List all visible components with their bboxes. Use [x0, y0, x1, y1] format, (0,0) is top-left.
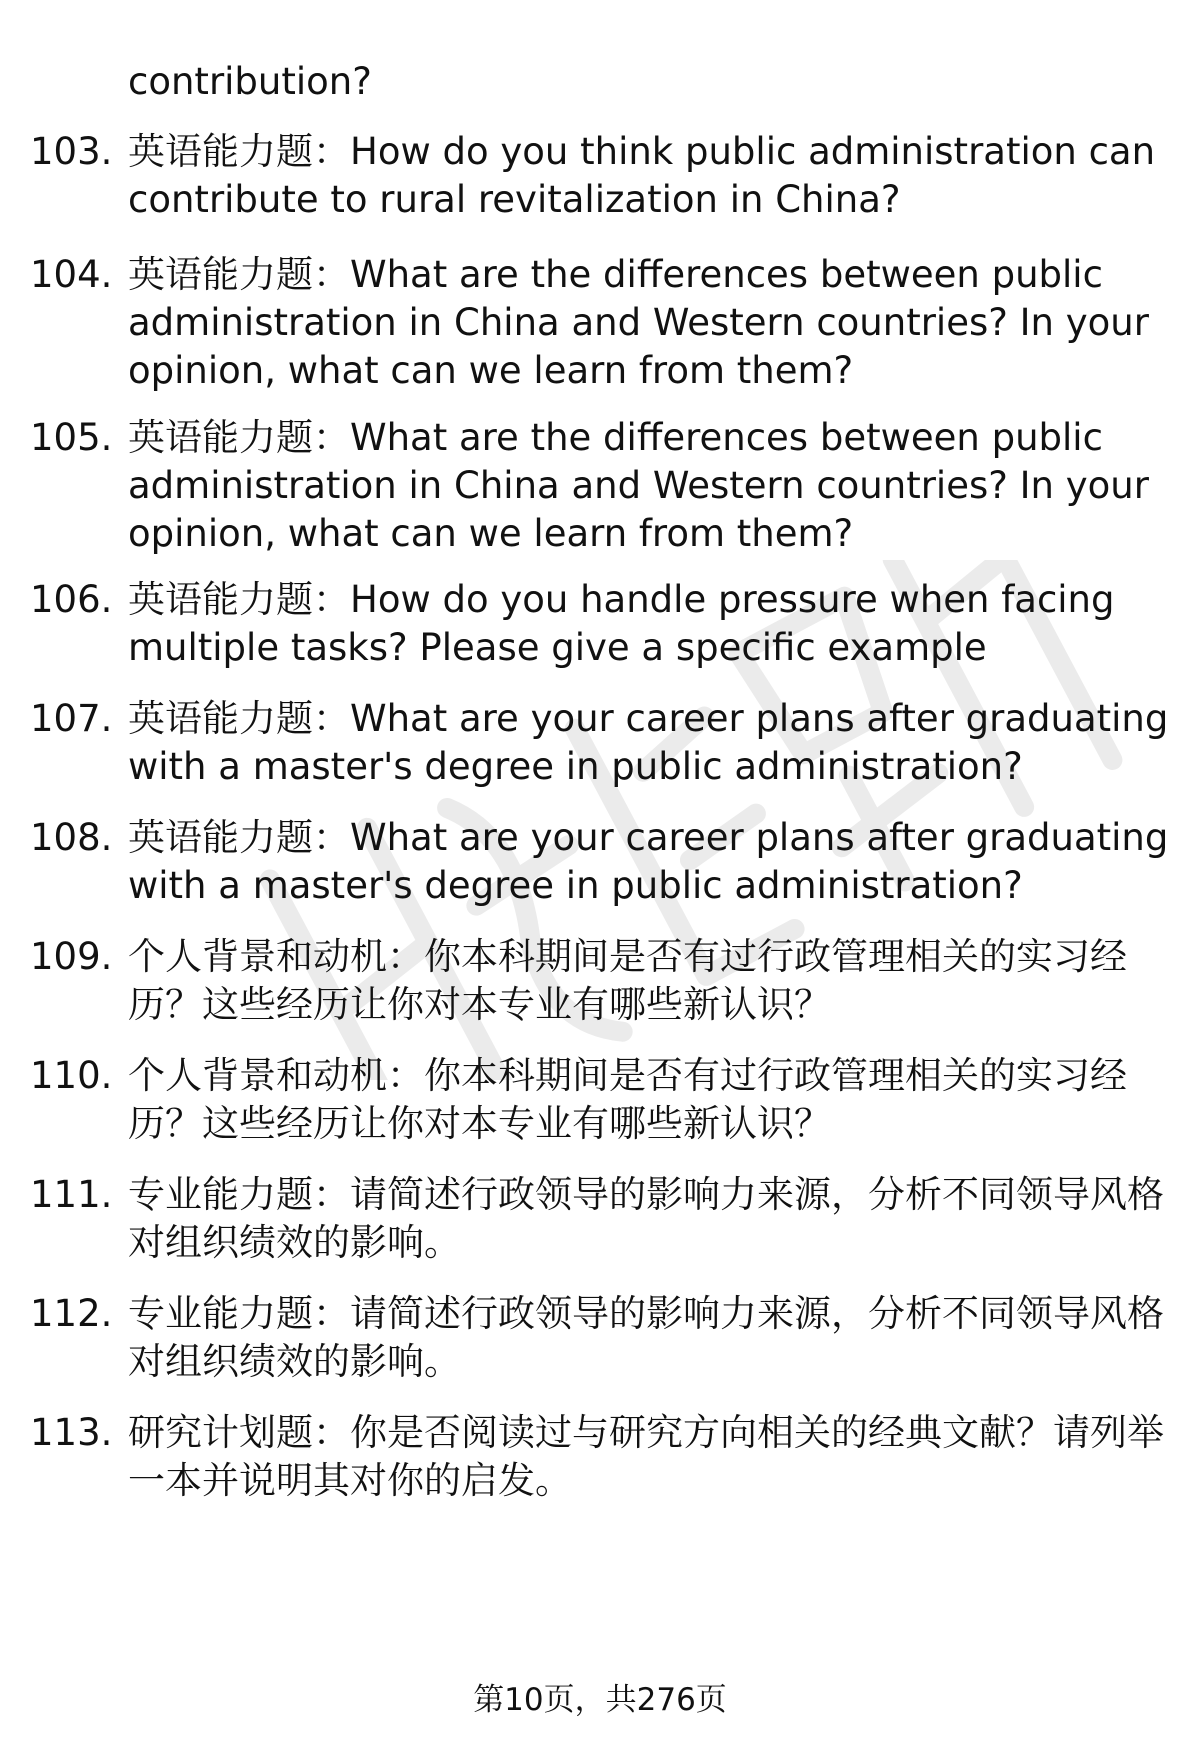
question-number: 112. — [30, 1292, 113, 1335]
question-line: 对组织绩效的影响。 — [128, 1221, 461, 1264]
question-line: 英语能力题：What are your career plans after graduating — [128, 697, 1169, 740]
question-number: 103. — [30, 130, 113, 173]
question-line: opinion, what can we learn from them? — [128, 512, 854, 555]
question-line: 对组织绩效的影响。 — [128, 1340, 461, 1383]
question-line: 英语能力题：What are your career plans after graduating — [128, 816, 1169, 859]
question-line: 个人背景和动机：你本科期间是否有过行政管理相关的实习经 — [128, 1054, 1127, 1097]
question-text — [128, 933, 1168, 1029]
question-line: 英语能力题：How do you handle pressure when facing — [128, 578, 1115, 621]
question-line: 一本并说明其对你的启发。 — [128, 1459, 572, 1502]
question-text — [128, 576, 1168, 672]
question-line: administration in China and Western countries? In your — [128, 301, 1149, 344]
question-text — [128, 814, 1168, 910]
continuation-text: contribution? — [128, 60, 372, 103]
question-text — [128, 128, 1168, 224]
question-line: multiple tasks? Please give a specific example — [128, 626, 987, 669]
page-footer: 第10页，共276页 — [473, 1682, 727, 1718]
question-text — [128, 251, 1168, 395]
question-line: 专业能力题：请简述行政领导的影响力来源，分析不同领导风格 — [128, 1292, 1164, 1335]
question-line: 英语能力题：How do you think public administration can — [128, 130, 1156, 173]
question-line: with a master's degree in public administration? — [128, 864, 1023, 907]
question-number: 105. — [30, 416, 113, 459]
question-line: 个人背景和动机：你本科期间是否有过行政管理相关的实习经 — [128, 935, 1127, 978]
question-text — [128, 1171, 1168, 1267]
question-number: 107. — [30, 697, 113, 740]
question-line: 专业能力题：请简述行政领导的影响力来源，分析不同领导风格 — [128, 1173, 1164, 1216]
question-line: opinion, what can we learn from them? — [128, 349, 854, 392]
question-line: 历？这些经历让你对本专业有哪些新认识？ — [128, 983, 831, 1026]
question-number: 104. — [30, 253, 113, 296]
question-line: 历？这些经历让你对本专业有哪些新认识？ — [128, 1102, 831, 1145]
question-line: contribute to rural revitalization in China? — [128, 178, 901, 221]
question-text — [128, 414, 1168, 558]
question-number: 111. — [30, 1173, 113, 1216]
question-line: 研究计划题：你是否阅读过与研究方向相关的经典文献？请列举 — [128, 1411, 1164, 1454]
question-number: 109. — [30, 935, 113, 978]
question-line: administration in China and Western countries? In your — [128, 464, 1149, 507]
question-text — [128, 1290, 1168, 1386]
question-text — [128, 1052, 1168, 1148]
question-line: 英语能力题：What are the differences between public — [128, 253, 1103, 296]
question-number: 110. — [30, 1054, 113, 1097]
question-number: 108. — [30, 816, 113, 859]
question-text — [128, 695, 1168, 791]
question-number: 113. — [30, 1411, 113, 1454]
question-line: 英语能力题：What are the differences between public — [128, 416, 1103, 459]
question-line: with a master's degree in public administration? — [128, 745, 1023, 788]
question-number: 106. — [30, 578, 113, 621]
question-text — [128, 1409, 1168, 1505]
